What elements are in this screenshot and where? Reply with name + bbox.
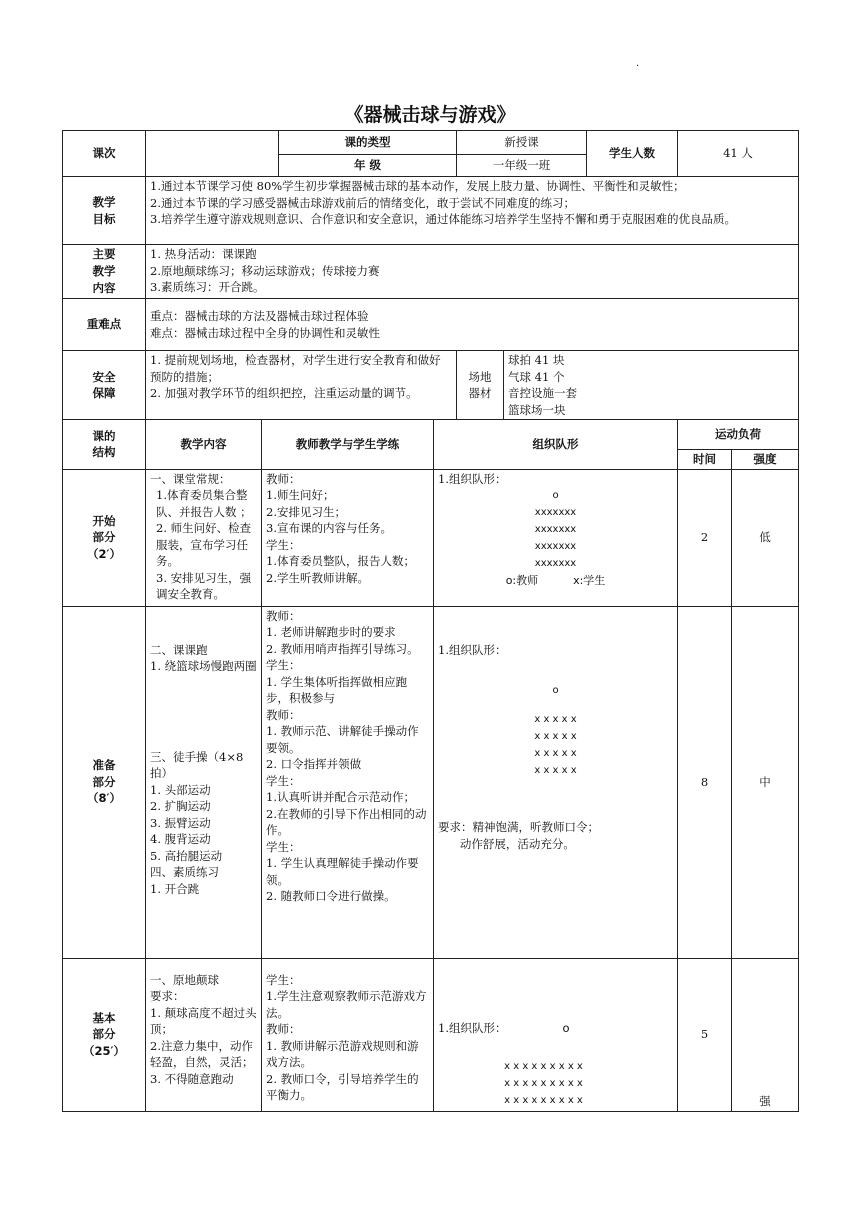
section-intensity: 低 (732, 469, 799, 606)
content-item: 2. 扩胸运动 (150, 799, 211, 813)
teacher-line: 1.认真听讲并配合示范动作； (266, 790, 415, 804)
student-row: xxxxxxx (534, 524, 577, 535)
teacher-line: 教师： (266, 707, 301, 722)
student-row: xxxxxxx (534, 541, 577, 552)
intensity-header: 强度 (732, 450, 799, 470)
objective-line: 1.通过本节课学习使 80%学生初步掌握器械击球的基本动作，发展上肢力量、协调性、平衡性和灵敏性； (150, 179, 685, 193)
grade-label: 年 级 (279, 155, 457, 177)
section-label: 基本 部分 （25′） (63, 958, 146, 1111)
teacher-line: 教师： (266, 608, 301, 623)
teacher-line: 2. 教师口令，引导培养学生的平衡力。 (266, 1071, 419, 1102)
structure-header: 课的 结构 (63, 420, 146, 470)
student-row: x x x x x (534, 714, 577, 725)
keypoint-line: 难点：器械击球过程中全身的协调性和灵敏性 (150, 325, 380, 340)
teacher-line: 1.体育委员整队，报告人数； (266, 554, 415, 568)
grade-value: 一年级一班 (457, 155, 587, 177)
teacher-marker: o (552, 685, 559, 696)
objectives-text (146, 177, 799, 245)
content-item: 三、徒手操（4×8 拍） (150, 749, 244, 780)
equipment-item: 音控设施一套 (508, 386, 577, 400)
section-content (146, 469, 262, 606)
section-label: 开始 部分 （2′） (63, 469, 146, 606)
formation-legend: o:教师 x:学生 (505, 574, 606, 587)
content-item: 1. 头部运动 (150, 782, 211, 797)
student-row: x x x x x x x x x (504, 1061, 583, 1072)
content-item: 3. 不得随意跑动 (150, 1071, 234, 1086)
lesson-label: 课次 (63, 131, 146, 177)
content-item: 四、素质练习 (150, 865, 219, 879)
teacher-line: 学生： (266, 537, 301, 552)
section-intensity: 中 (732, 606, 799, 958)
section-organization (434, 958, 678, 1111)
requirement-line: 动作舒展，活动充分。 (438, 836, 575, 851)
teacher-line: 学生： (266, 773, 301, 788)
lesson-value (146, 131, 279, 177)
section-organization (434, 606, 678, 958)
content-line: 2.原地颠球练习；移动运球游戏；传球接力赛 (150, 263, 380, 278)
teacher-marker: o (552, 490, 559, 501)
safety-text: 1. 提前规划场地，检查器材，对学生进行安全教育和做好预防的措施； 2. 加强对教学环节的组织把控，注重运动量的调节。 (146, 351, 457, 420)
teacher-line: 1. 教师讲解示范游戏规则和游戏方法。 (266, 1038, 419, 1069)
type-label: 课的类型 (279, 131, 457, 155)
keypoints-label: 重难点 (63, 299, 146, 351)
org-title: 1.组织队形： (438, 471, 507, 486)
section-intensity: 强 (732, 958, 799, 1111)
teacher-line: 2.在教师的引导下作出相同的动作。 (266, 806, 427, 837)
lesson-plan-table (62, 130, 799, 1112)
content-item: 5. 高抬腿运动 (150, 848, 223, 863)
type-value: 新授课 (457, 131, 587, 155)
teacher-line: 1. 老师讲解跑步时的要求 (266, 625, 396, 639)
section-label: 准备 部分 （8′） (63, 606, 146, 958)
student-row: x x x x x x x x x (504, 1078, 583, 1089)
count-label: 学生人数 (587, 131, 678, 177)
student-row: x x x x x (534, 731, 577, 742)
keypoints-text (146, 299, 799, 351)
content-label: 主要 教学 内容 (63, 245, 146, 299)
teaching-content-header: 教学内容 (146, 420, 262, 470)
content-text (146, 245, 799, 299)
section-time: 2 (678, 469, 732, 606)
venue-label: 场地 器材 (457, 351, 504, 420)
time-header: 时间 (678, 450, 732, 470)
teacher-line: 2.安排见习生； (266, 504, 346, 519)
content-item: 2.注意力集中，动作轻盈，自然，灵活； (150, 1038, 254, 1069)
section-organization (434, 469, 678, 606)
student-row: x x x x x (534, 748, 577, 759)
org-title: 1.组织队形： (438, 642, 507, 657)
teacher-line: 2. 随教师口令进行做操。 (266, 889, 396, 903)
teacher-marker: o (562, 1020, 570, 1035)
count-value: 41 人 (678, 131, 799, 177)
formation-diagram (438, 1058, 673, 1109)
teacher-line: 2.学生听教师讲解。 (266, 570, 369, 585)
keypoint-line: 重点：器械击球的方法及器械击球过程体验 (150, 309, 369, 323)
section-teacher (262, 958, 434, 1111)
student-row: x x x x x (534, 765, 577, 776)
section-teacher (262, 606, 434, 958)
safety-label: 安全 保障 (63, 351, 146, 420)
teacher-line: 2. 口令指挥并领做 (266, 757, 362, 771)
section-content (146, 958, 262, 1111)
content-item: 2. 师生问好、检查服装，宣布学习任务。 (156, 521, 252, 568)
teacher-line: 2. 教师用哨声指挥引导练习。 (266, 641, 419, 656)
teacher-line: 1.师生问好； (266, 488, 335, 502)
content-item: 3. 振臂运动 (150, 815, 211, 830)
section-time: 8 (678, 606, 732, 958)
formation-diagram (438, 487, 673, 589)
load-header: 运动负荷 (678, 420, 799, 450)
equipment-item: 球拍 41 块 (508, 353, 565, 367)
content-item: 二、课课跑 (150, 642, 208, 657)
objective-line: 2.通过本节课的学习感受器械击球游戏前后的情绪变化，敢于尝试不同难度的练习； (150, 195, 575, 210)
teacher-student-header: 教师教学与学生学练 (262, 420, 434, 470)
teacher-line: 学生： (266, 658, 301, 672)
student-row: x x x x x x x x x (504, 1095, 583, 1106)
page-mark: . (636, 58, 640, 69)
section-time: 5 (678, 958, 732, 1111)
content-item: 一、原地颠球 (150, 972, 219, 987)
organization-header: 组织队形 (434, 420, 678, 470)
org-title (438, 1020, 673, 1037)
student-row: xxxxxxx (534, 558, 577, 569)
student-row: xxxxxxx (534, 507, 577, 518)
teacher-line: 1. 教师示范、讲解徒手操动作要领。 (266, 724, 419, 755)
content-item: 1. 颠球高度不超过头顶； (150, 1005, 257, 1036)
org-title-text: 1.组织队形： (438, 1020, 507, 1035)
objective-line: 3.培养学生遵守游戏规则意识、合作意识和安全意识，通过体能练习培养学生坚持不懈和勇于克服困难的优良品质。 (150, 212, 736, 226)
teacher-line: 学生： (266, 839, 301, 854)
teacher-line: 教师： (266, 1022, 301, 1036)
objectives-label: 教学 目标 (63, 177, 146, 245)
content-item: 1. 绕篮球场慢跑两圈 (150, 659, 257, 673)
content-item: 一、课堂常规： (150, 471, 231, 486)
content-item: 3. 安排见习生，强调安全教育。 (156, 570, 252, 601)
teacher-line: 1. 学生集体听指挥做相应跑步，积极参与 (266, 674, 408, 705)
section-content (146, 606, 262, 958)
teacher-line: 3.宣布课的内容与任务。 (266, 521, 392, 535)
content-line: 3.素质练习：开合跳。 (150, 280, 265, 294)
requirement-line: 要求：精神饱满，听教师口令； (438, 820, 599, 834)
content-item: 要求： (150, 989, 185, 1003)
section-teacher (262, 469, 434, 606)
content-item: 1. 开合跳 (150, 881, 200, 896)
teacher-line: 1.学生注意观察教师示范游戏方法。 (266, 989, 427, 1020)
equipment-item: 气球 41 个 (508, 369, 565, 384)
equipment-list (504, 351, 799, 420)
formation-diagram (438, 682, 673, 779)
content-item: 1.体育委员集合整队、并报告人数 ； (156, 488, 252, 519)
teacher-line: 1. 学生认真理解徒手操动作要领。 (266, 856, 419, 887)
content-line: 1. 热身活动：课课跑 (150, 247, 257, 261)
teacher-line: 教师： (266, 471, 301, 486)
content-item: 4. 腹背运动 (150, 832, 211, 846)
equipment-item: 篮球场一块 (508, 402, 566, 417)
teacher-line: 学生： (266, 972, 301, 987)
lesson-title: 《器械击球与游戏》 (344, 104, 516, 126)
